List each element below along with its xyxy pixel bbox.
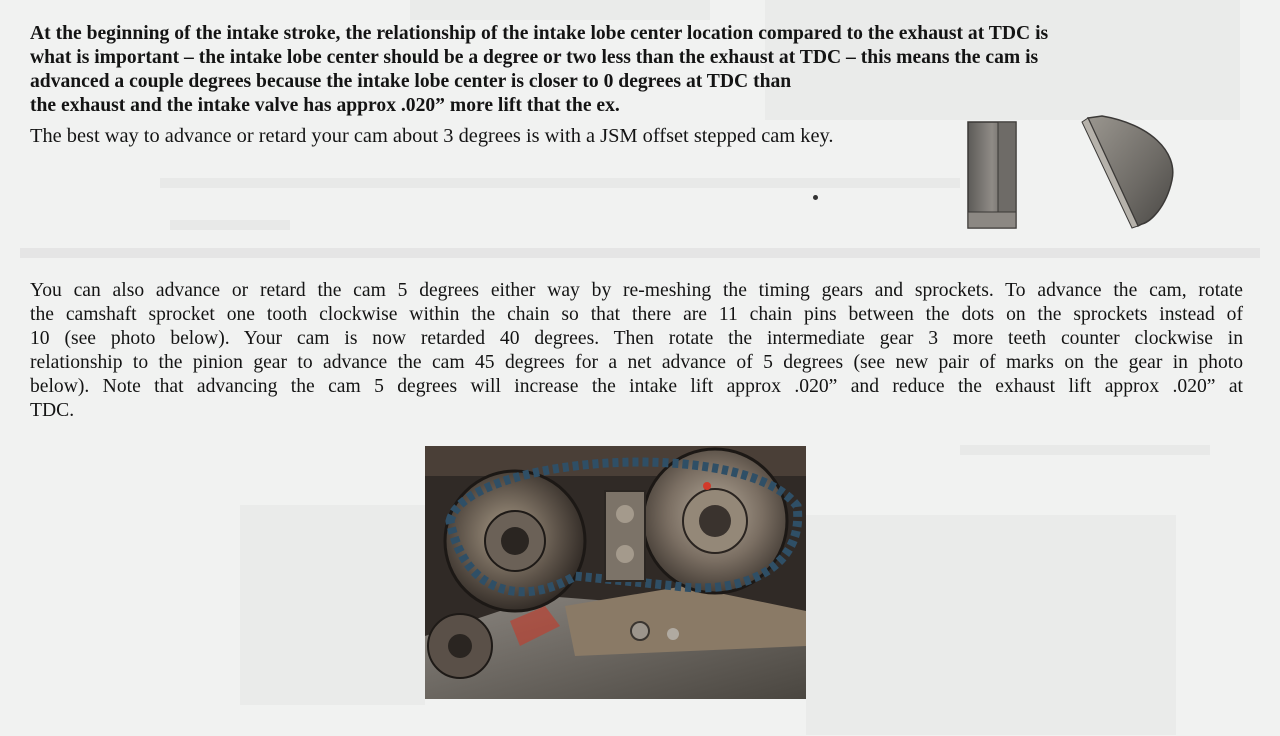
remesh-line: TDC. xyxy=(30,400,75,421)
woodruff-cam-key-image xyxy=(1080,112,1180,232)
remesh-line: below). Note that advancing the cam 5 degrees will increase the intake lift approx .020” and reduce the exhaust lift approx .020” at xyxy=(30,376,1243,397)
bleed-through-top-mid xyxy=(410,0,710,20)
remesh-line: the camshaft sprocket one tooth clockwise within the chain so that there are 11 chain pins between the dots on the sprockets instead of xyxy=(30,304,1243,325)
remesh-line: You can also advance or retard the cam 5 degrees either way by re-meshing the timing gears and sprockets. To advance the cam, rotate xyxy=(30,280,1243,301)
remesh-line: relationship to the pinion gear to advance the cam 45 degrees for a net advance of 5 degrees (see new pair of marks on the gear in photo xyxy=(30,352,1243,373)
cam-key-sentence: The best way to advance or retard your cam about 3 degrees is with a JSM offset stepped cam key. xyxy=(30,125,834,147)
intro-line: what is important – the intake lobe center should be a degree or two less than the exhaust at TDC – this means the cam is xyxy=(30,47,1039,68)
intro-line: advanced a couple degrees because the intake lobe center is closer to 0 degrees at TDC than xyxy=(30,71,792,92)
bleed-through-bottom-left xyxy=(240,505,425,705)
remesh-line: 10 (see photo below). Your cam is now retarded 40 degrees. Then rotate the intermediate gear 3 more teeth counter clockwise in xyxy=(30,328,1243,349)
timing-gears-photo xyxy=(425,446,806,699)
bleed-through-line xyxy=(170,220,290,230)
intro-line: At the beginning of the intake stroke, the relationship of the intake lobe center location compared to the exhaust at TDC is xyxy=(30,23,1049,44)
bleed-through-bottom-right xyxy=(806,515,1176,735)
intro-paragraph xyxy=(30,22,1250,118)
timing-gears-illustration xyxy=(425,446,806,699)
bleed-through-line xyxy=(960,445,1210,455)
remesh-paragraph xyxy=(30,279,1243,423)
intro-line: the exhaust and the intake valve has approx .020” more lift that the ex. xyxy=(30,95,620,116)
bleed-through-line xyxy=(20,248,1260,258)
stray-mark xyxy=(813,195,818,200)
stepped-cam-key-image xyxy=(966,120,1020,232)
bleed-through-line xyxy=(160,178,960,188)
